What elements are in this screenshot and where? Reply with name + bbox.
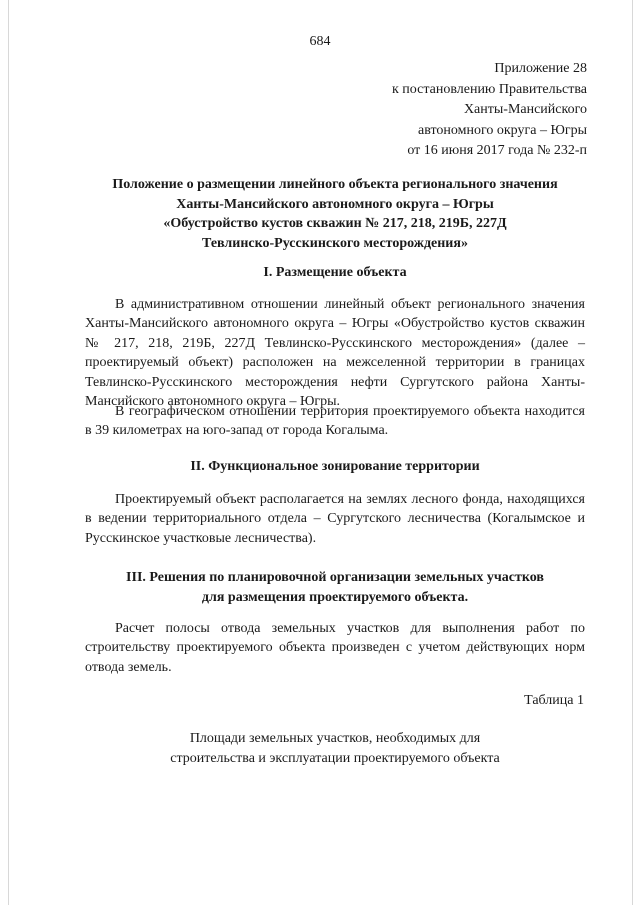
title-line: Тевлинско-Русскинского месторождения» (202, 235, 468, 251)
title-line: «Обустройство кустов скважин № 217, 218, 219Б, 227Д (163, 216, 507, 231)
table-caption-line: строительства и эксплуатации проектируемого объекта (170, 751, 500, 766)
table-caption (85, 729, 585, 769)
appendix-line: от 16 июня 2017 года № 232-п (407, 143, 587, 158)
section-3-heading-line: для размещения проектируемого объекта. (201, 589, 469, 605)
appendix-line: к постановлению Правительства (391, 81, 587, 97)
section-1-paragraph-1: В административном отношении линейный объект регионального значения Ханты-Мансийского автономного округа – Югры «Обустройство кустов скважин № 217, 218, 219Б, 227Д Тевлинско-Русскинского месторождения» (далее – проектируемый объект) расположен на межселенной территории в границах Тевлинско-Русскинского месторождения нефти Сургутского района Ханты-Мансийского автономного округа – Югры. (85, 297, 585, 410)
section-3-heading-line: III. Решения по планировочной организации земельных участков (126, 570, 544, 585)
document-title (85, 175, 585, 253)
section-1-heading: I. Размещение объекта (263, 265, 407, 280)
appendix-block (392, 59, 587, 162)
section-2-heading: II. Функциональное зонирование территории (190, 459, 480, 474)
appendix-line: автономного округа – Югры (418, 122, 587, 138)
scan-edge-right (632, 0, 633, 905)
table-caption-line: Площади земельных участков, необходимых для (189, 731, 481, 746)
section-1-paragraph-2: В географическом отношении территория проектируемого объекта находится в 39 километрах на юго-запад от города Когалыма. (85, 404, 585, 439)
section-3-paragraph-1: Расчет полосы отвода земельных участков для выполнения работ по строительству проектируемого объекта произведен с учетом действующих норм отвода земель. (85, 621, 585, 675)
appendix-line: Приложение 28 (494, 61, 587, 76)
scan-edge-left (8, 0, 9, 905)
title-line: Ханты-Мансийского автономного округа – Югры (176, 196, 494, 212)
title-line: Положение о размещении линейного объекта регионального значения (112, 177, 558, 192)
page-number: 684 (309, 34, 331, 49)
section-3-heading (85, 568, 585, 607)
section-2-paragraph-1: Проектируемый объект располагается на землях лесного фонда, находящихся в ведении территориального отдела – Сургутского лесничества (Когалымское и Русскинское участковые лесничества). (85, 492, 585, 546)
appendix-line: Ханты-Мансийского (463, 102, 587, 117)
table-label: Таблица 1 (524, 693, 584, 708)
